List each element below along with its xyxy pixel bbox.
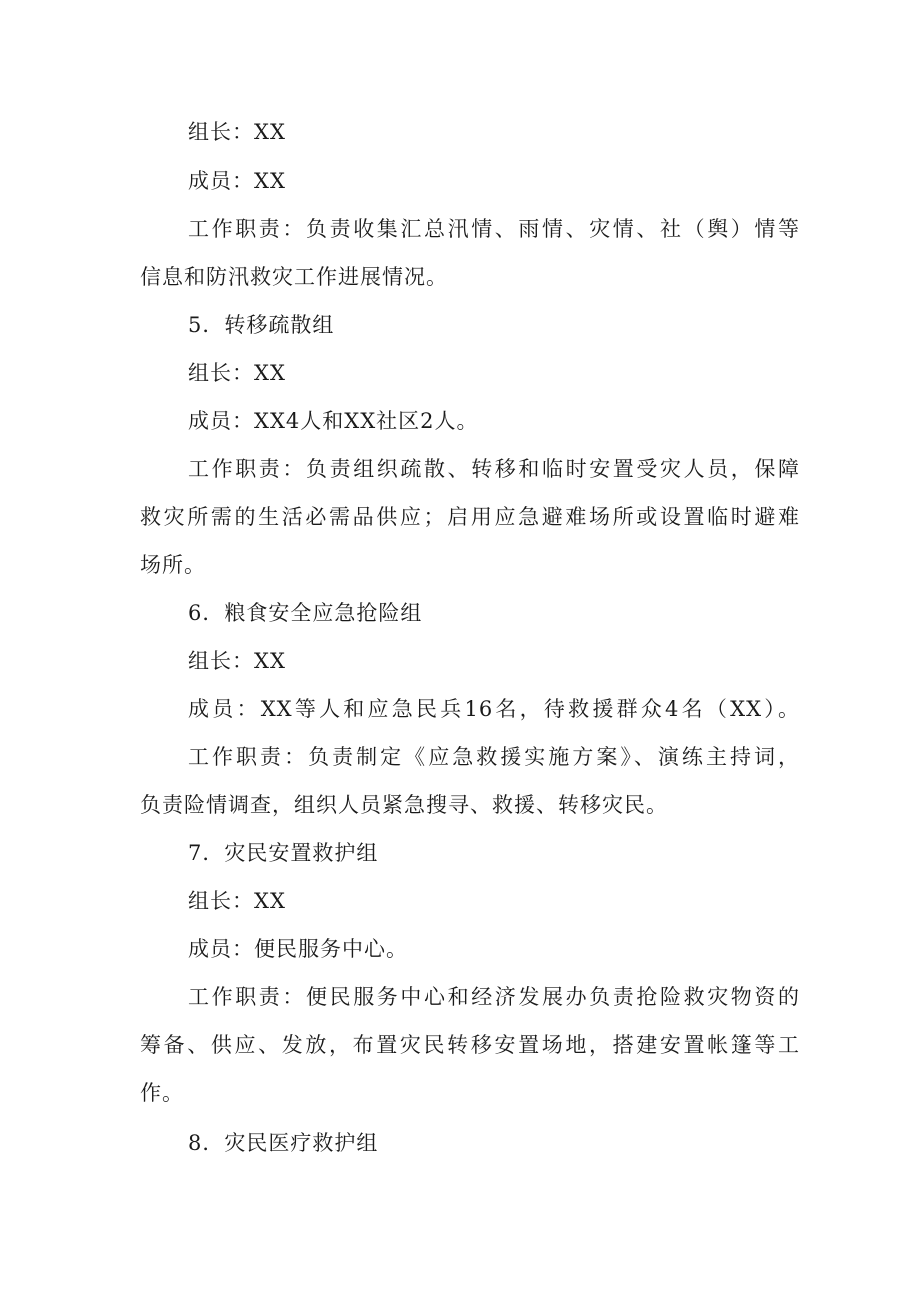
member-line: 成员：便民服务中心。 <box>188 937 408 961</box>
section-heading-6: 6．粮食安全应急抢险组 <box>188 601 423 625</box>
leader-line: 组长：XX <box>188 120 286 144</box>
duty-paragraph-line: 救灾所需的生活必需品供应；启用应急避难场所或设置临时避难 <box>140 505 800 529</box>
duty-paragraph-line: 筹备、供应、发放，布置灾民转移安置场地，搭建安置帐篷等工 <box>140 1033 800 1057</box>
member-line: 成员：XX等人和应急民兵16名，待救援群众4名（XX）。 <box>188 697 800 721</box>
leader-line: 组长：XX <box>188 361 286 385</box>
duty-paragraph-line: 工作职责：负责制定《应急救援实施方案》、演练主持词， <box>188 745 800 769</box>
duty-paragraph-line: 工作职责：便民服务中心和经济发展办负责抢险救灾物资的 <box>188 985 800 1009</box>
section-heading-5: 5．转移疏散组 <box>188 313 335 337</box>
leader-line: 组长：XX <box>188 649 286 673</box>
leader-line: 组长：XX <box>188 889 286 913</box>
duty-paragraph-line: 场所。 <box>140 553 206 577</box>
section-heading-8: 8．灾民医疗救护组 <box>188 1131 379 1155</box>
duty-paragraph-line: 工作职责：负责收集汇总汛情、雨情、灾情、社（舆）情等 <box>188 217 800 241</box>
member-line: 成员：XX4人和XX社区2人。 <box>188 409 479 433</box>
section-heading-7: 7．灾民安置救护组 <box>188 841 379 865</box>
duty-paragraph-line: 作。 <box>140 1081 184 1105</box>
member-line: 成员：XX <box>188 169 286 193</box>
duty-paragraph-line: 工作职责：负责组织疏散、转移和临时安置受灾人员，保障 <box>188 457 800 481</box>
duty-paragraph-line: 信息和防汛救灾工作进展情况。 <box>140 265 448 289</box>
duty-paragraph-line: 负责险情调查，组织人员紧急搜寻、救援、转移灾民。 <box>140 793 668 817</box>
